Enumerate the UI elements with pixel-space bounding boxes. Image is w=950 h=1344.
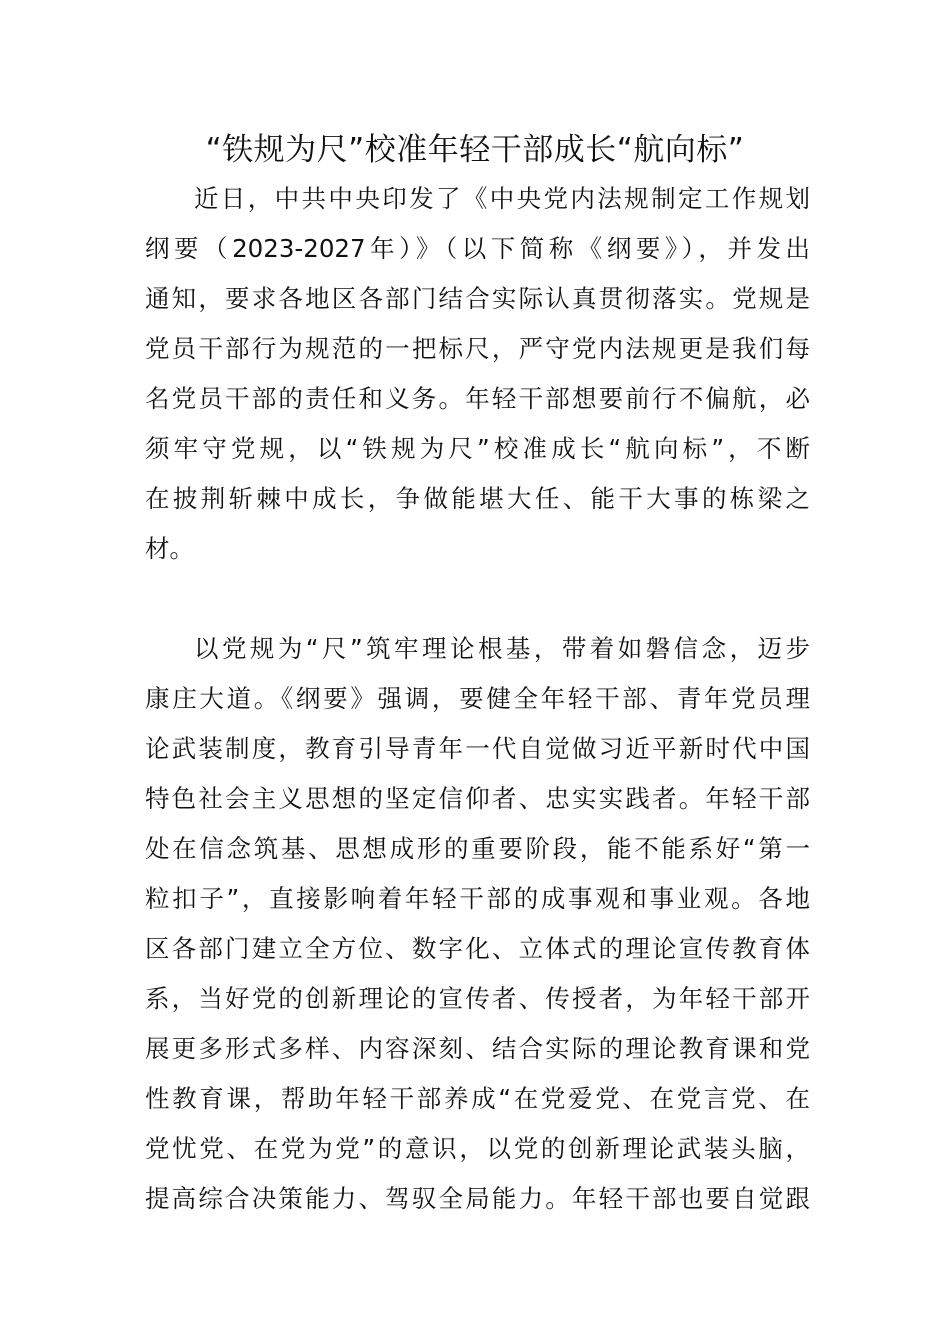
- paragraph-line: 康庄大道。《纲要》强调，要健全年轻干部、青年党员理: [145, 684, 810, 713]
- paragraph-line: 系，当好党的创新理论的宣传者、传授者，为年轻干部开: [145, 984, 810, 1013]
- paragraph-line: 论武装制度，教育引导青年一代自觉做习近平新时代中国: [145, 734, 810, 763]
- paragraph-line: 性教育课，帮助年轻干部养成“在党爱党、在党言党、在: [145, 1084, 810, 1113]
- paragraph-line: 名党员干部的责任和义务。年轻干部想要前行不偏航，必: [145, 384, 810, 413]
- paragraph-1: [145, 174, 810, 574]
- paragraph-line: 以党规为“尺”筑牢理论根基，带着如磐信念，迈步: [194, 634, 810, 663]
- paragraph-line: 提高综合决策能力、驾驭全局能力。年轻干部也要自觉跟: [145, 1184, 810, 1213]
- paragraph-line: 在披荆斩棘中成长，争做能堪大任、能干大事的栋梁之: [145, 484, 810, 513]
- paragraph-line: 材。: [145, 534, 194, 563]
- paragraph-line: 特色社会主义思想的坚定信仰者、忠实实践者。年轻干部: [145, 784, 810, 813]
- paragraph-line: 区各部门建立全方位、数字化、立体式的理论宣传教育体: [145, 934, 810, 963]
- paragraph-line: 党员干部行为规范的一把标尺，严守党内法规更是我们每: [145, 334, 810, 363]
- paragraph-line: 通知，要求各地区各部门结合实际认真贯彻落实。党规是: [145, 284, 810, 313]
- paragraph-line: 近日，中共中央印发了《中央党内法规制定工作规划: [194, 184, 810, 213]
- paragraph-line: 处在信念筑基、思想成形的重要阶段，能不能系好“第一: [145, 834, 810, 863]
- paragraph-line: 展更多形式多样、内容深刻、结合实际的理论教育课和党: [145, 1034, 810, 1063]
- paragraph-line: 党忧党、在党为党”的意识，以党的创新理论武装头脑，: [145, 1134, 810, 1163]
- paragraph-line: 粒扣子”，直接影响着年轻干部的成事观和事业观。各地: [145, 884, 810, 913]
- paragraph-2: [145, 624, 810, 1224]
- paragraph-line: 须牢守党规，以“铁规为尺”校准成长“航向标”，不断: [145, 434, 810, 463]
- paragraph-line: 纲要（2023-2027年）》（以下简称《纲要》），并发出: [145, 234, 810, 263]
- document-title: “铁规为尺”校准年轻干部成长“航向标”: [205, 132, 745, 168]
